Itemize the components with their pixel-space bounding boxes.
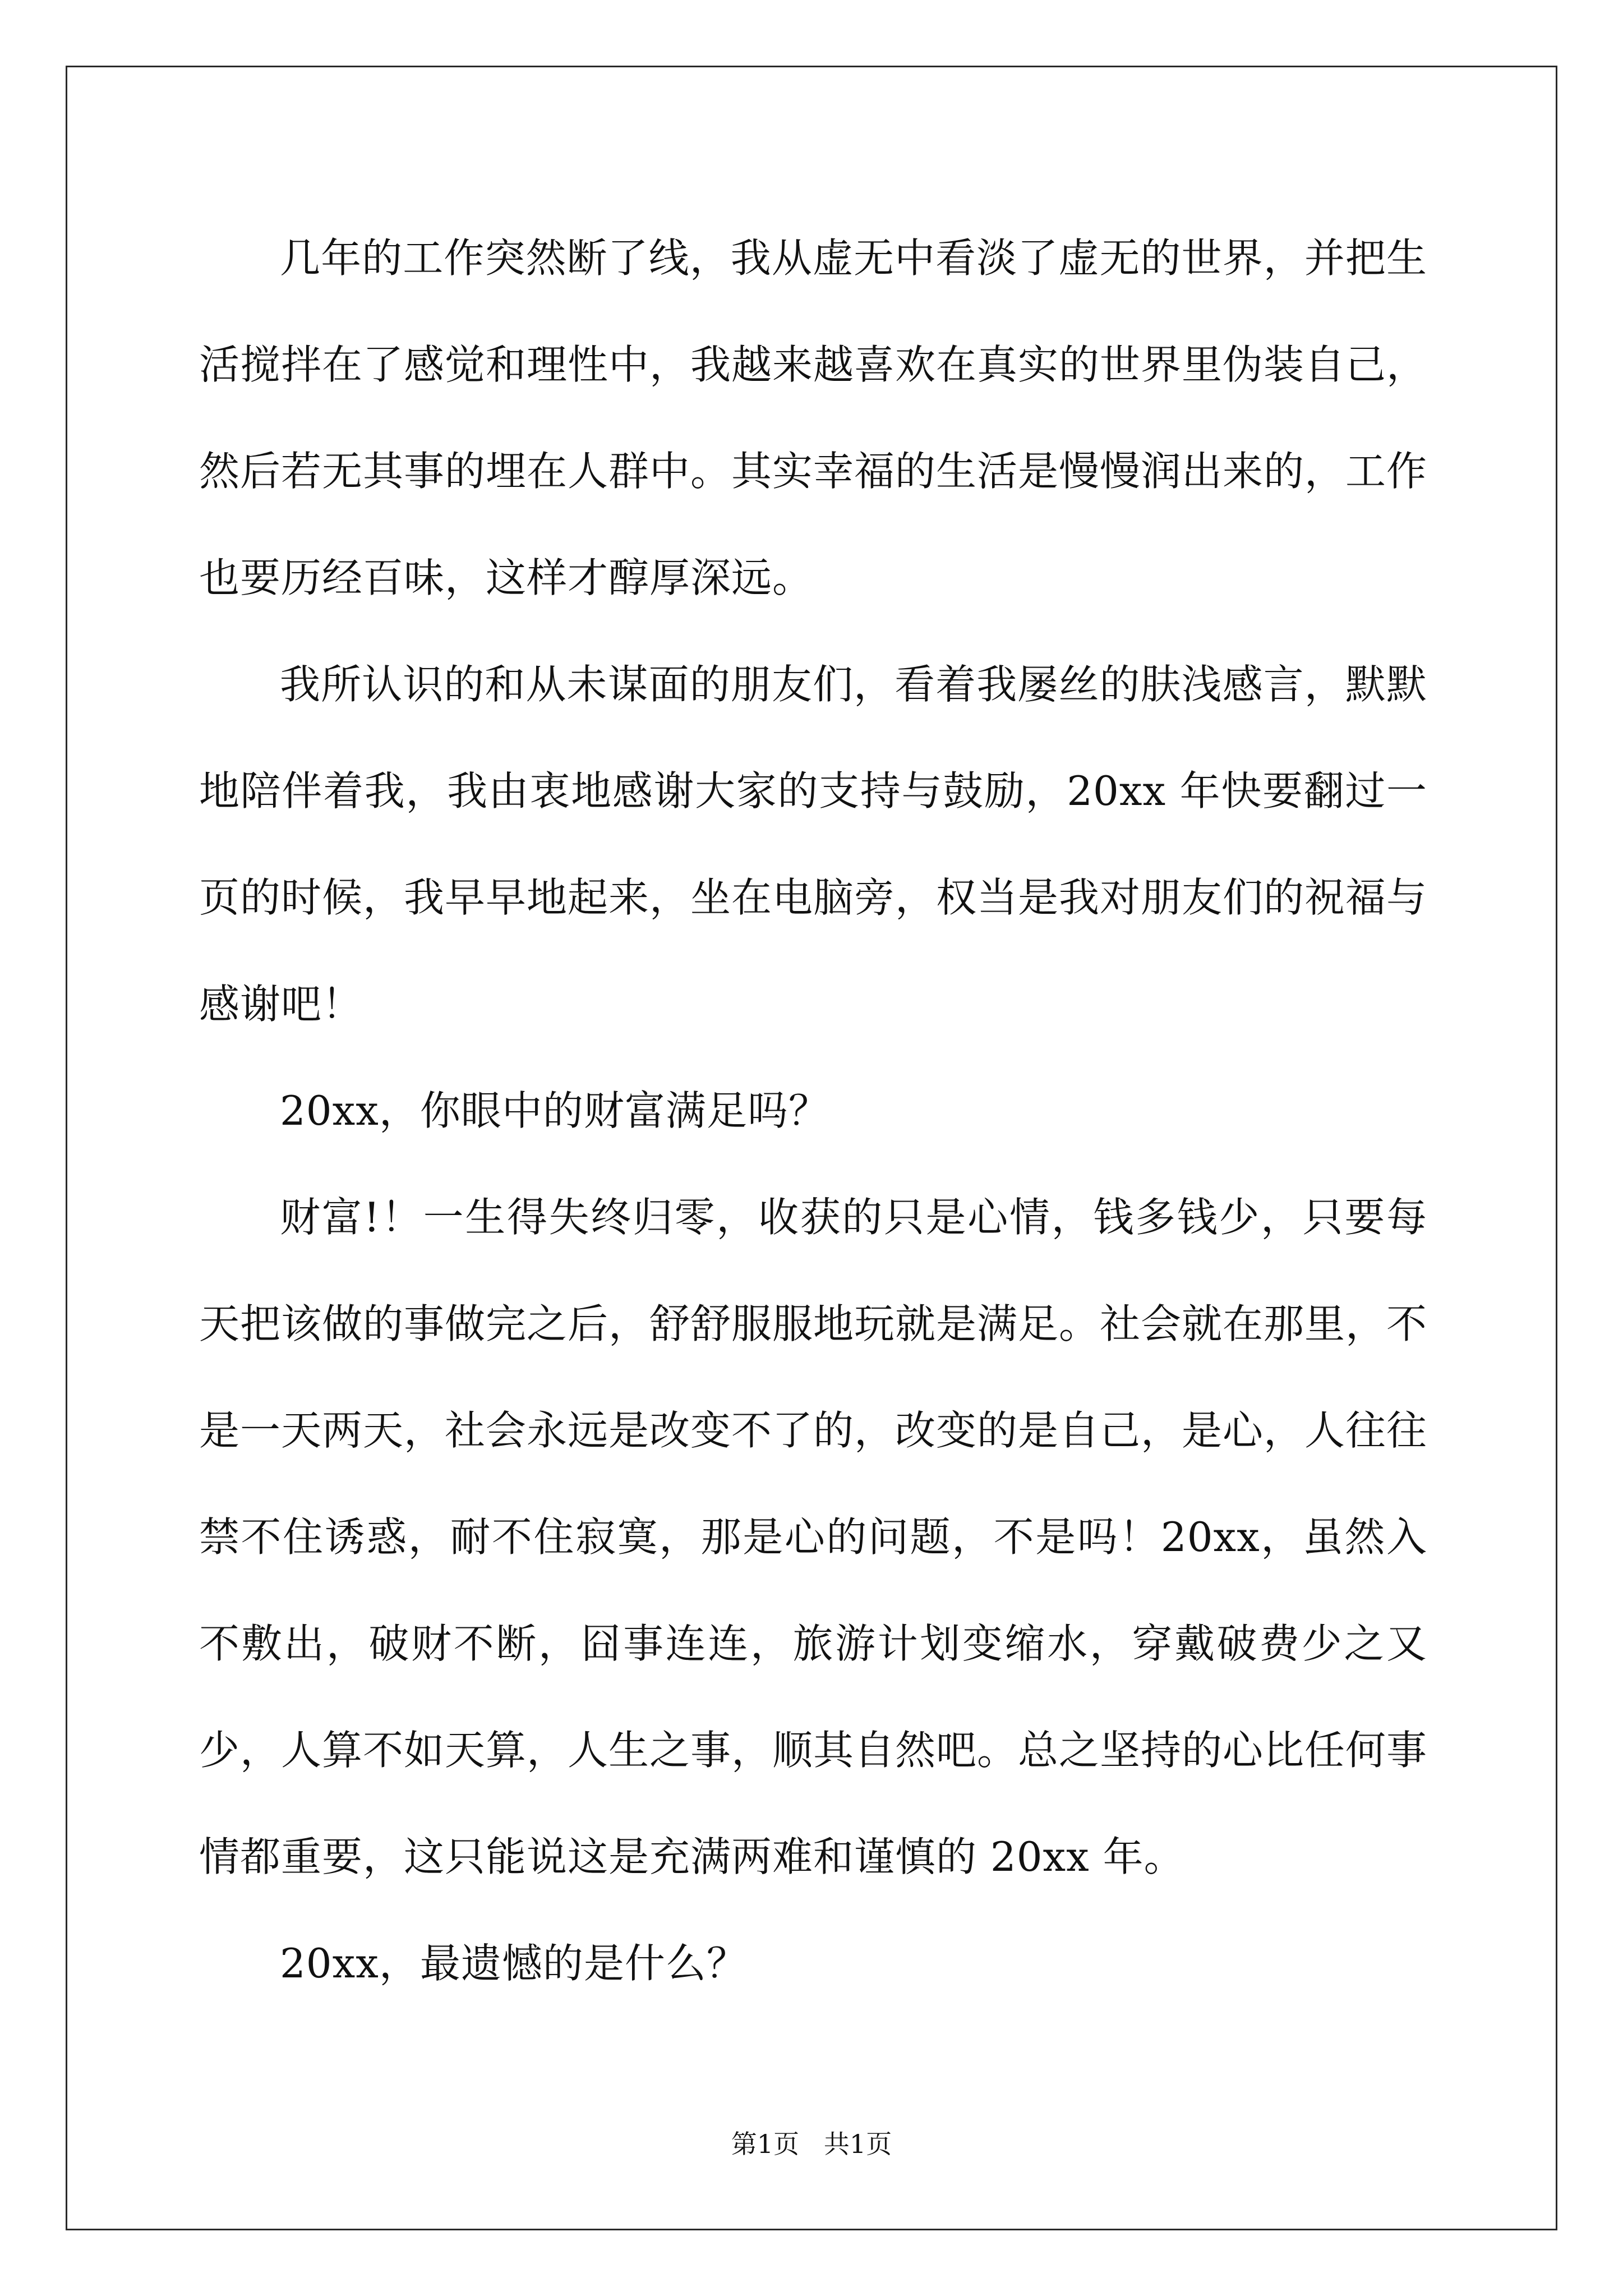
page-footer: 第1页 共1页	[731, 2129, 892, 2159]
paragraph-5: 20xx，最遗憾的是什么？	[280, 1940, 748, 1987]
paragraph-4: 财富!！一生得失终归零，收获的只是心情，钱多钱少，只要每天把该做的事做完之后，舒舒服服地玩就是满足。社会就在那里，不是一天两天，社会永远是改变不了的，改变的是自己，是心，人往往禁不住诱惑，耐不住寂寞，那是心的问题，不是吗！20xx，虽然入不敷出，破财不断，囧事连连，旅游计划变缩水，穿戴破费少之又少，人算不如天算，人生之事，顺其自然吧。总之坚持的心比任何事情都重要，这只能说这是充满两难和谨慎的 20xx 年。	[199, 1194, 1428, 1880]
document-body	[199, 205, 1427, 2017]
paragraph-3: 20xx，你眼中的财富满足吗？	[280, 1087, 829, 1134]
paragraph-1: 几年的工作突然断了线，我从虚无中看淡了虚无的世界，并把生活搅拌在了感觉和理性中，我越来越喜欢在真实的世界里伪装自己，然后若无其事的埋在人群中。其实幸福的生活是慢慢润出来的，工作也要历经百味，这样才醇厚深远。	[199, 234, 1428, 601]
paragraph-2: 我所认识的和从未谋面的朋友们，看着我屡丝的肤浅感言，默默地陪伴着我，我由衷地感谢大家的支持与鼓励，20xx 年快要翻过一页的时候，我早早地起来，坐在电脑旁，权当是我对朋友们的祝福与感谢吧！	[199, 661, 1428, 1028]
